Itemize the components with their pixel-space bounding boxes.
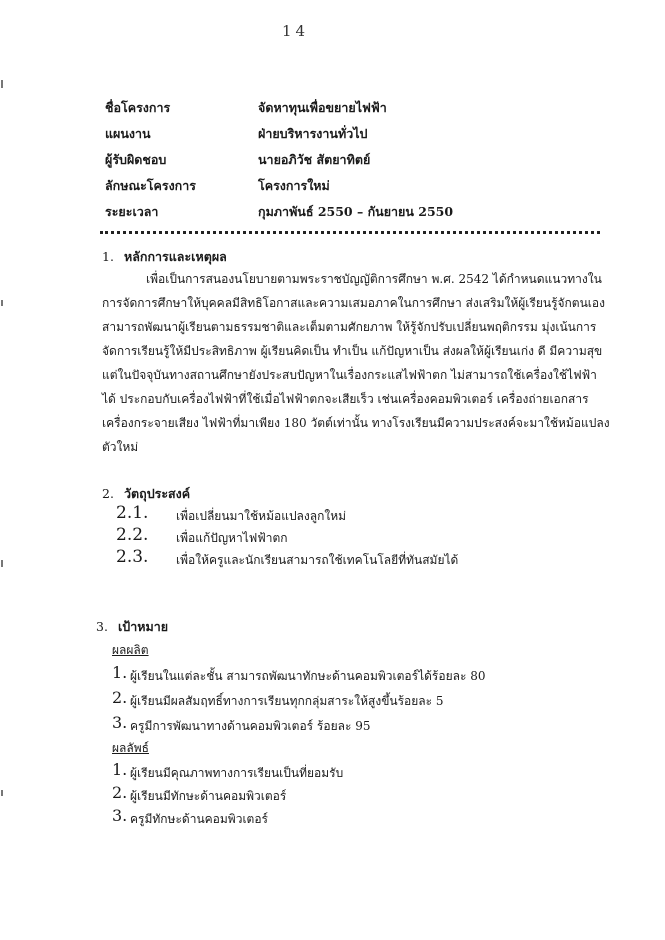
section-number: 1. xyxy=(102,249,114,264)
scan-edge-mark xyxy=(1,560,3,567)
paragraph-line: แต่ในปัจจุบันทางสถานศึกษายังประสบปัญหาในเรื่องกระแสไฟฟ้าตก ไม่สามารถใช้เครื่องใช้ไฟฟ้า xyxy=(102,368,597,382)
target-number: 3. xyxy=(112,713,128,732)
dotted-divider xyxy=(100,231,600,234)
objective-text: เพื่อให้ครูและนักเรียนสามารถใช้เทคโนโลยีที่ทันสมัยได้ xyxy=(176,553,459,567)
info-label: ชื่อโครงการ xyxy=(105,100,171,115)
paragraph-line: จัดการเรียนรู้ให้มีประสิทธิภาพ ผู้เรียนคิดเป็น ทำเป็น แก้ปัญหาเป็น ส่งผลให้ผู้เรียนเก่ง ดี มีความสุข xyxy=(102,344,603,358)
info-label: ระยะเวลา xyxy=(105,204,159,219)
paragraph-line: เครื่องกระจายเสียง ไฟฟ้าที่มาเพียง 180 วัตต์เท่านั้น ทางโรงเรียนมีความประสงค์จะมาใช้หม้อแปลง xyxy=(102,416,610,430)
page-number: 14 xyxy=(282,22,310,40)
section-number: 3. xyxy=(96,619,108,634)
target-text: ครูมีทักษะด้านคอมพิวเตอร์ xyxy=(130,812,268,826)
objective-text: เพื่อแก้ปัญหาไฟฟ้าตก xyxy=(176,531,288,545)
section-number: 2. xyxy=(102,486,114,501)
paragraph-line: การจัดการศึกษาให้บุคคลมีสิทธิโอกาสและความเสมอภาคในการศึกษา ส่งเสริมให้ผู้เรียนรู้จักตนเอง xyxy=(102,296,605,310)
section-heading xyxy=(96,617,168,637)
target-text: ผู้เรียนในแต่ละชั้น สามารถพัฒนาทักษะด้านคอมพิวเตอร์ได้ร้อยละ 80 xyxy=(130,669,486,683)
info-label: ลักษณะโครงการ xyxy=(105,178,196,193)
objective-number: 2.1. xyxy=(116,503,149,523)
paragraph-line: เพื่อเป็นการสนองนโยบายตามพระราชบัญญัติการศึกษา พ.ศ. 2542 ได้กำหนดแนวทางใน xyxy=(146,272,602,286)
section-title: เป้าหมาย xyxy=(117,619,169,634)
info-value: จัดหาทุนเพื่อขยายไฟฟ้า xyxy=(258,100,387,115)
target-number: 2. xyxy=(112,688,128,707)
info-label: แผนงาน xyxy=(105,126,151,141)
info-value: นายอภิวัช สัตยาทิตย์ xyxy=(258,152,371,167)
section-title: วัตถุประสงค์ xyxy=(123,486,191,501)
paragraph-line: สามารถพัฒนาผู้เรียนตามธรรมชาติและเต็มตามศักยภาพ ให้รู้จักปรับเปลี่ยนพฤติกรรม มุ่งเน้นการ xyxy=(102,320,597,334)
info-value: กุมภาพันธ์ 2550 – กันยายน 2550 xyxy=(258,204,454,219)
objective-text: เพื่อเปลี่ยนมาใช้หม้อแปลงลูกใหม่ xyxy=(176,509,347,523)
target-text: ผู้เรียนมีผลสัมฤทธิ์ทางการเรียนทุกกลุ่มสาระให้สูงขึ้นร้อยละ 5 xyxy=(130,694,444,708)
scan-edge-mark xyxy=(1,300,3,306)
outcome-subheading: ผลลัพธ์ xyxy=(112,741,149,755)
target-number: 3. xyxy=(112,806,128,825)
section-title: หลักการและเหตุผล xyxy=(123,249,227,264)
info-value: ฝ่ายบริหารงานทั่วไป xyxy=(258,126,368,141)
target-number: 1. xyxy=(112,760,128,779)
target-number: 1. xyxy=(112,663,128,682)
target-text: ผู้เรียนมีทักษะด้านคอมพิวเตอร์ xyxy=(130,789,287,803)
output-subheading: ผลผลิต xyxy=(112,643,149,657)
objective-number: 2.2. xyxy=(116,525,149,545)
target-text: ผู้เรียนมีคุณภาพทางการเรียนเป็นที่ยอมรับ xyxy=(130,766,344,780)
target-number: 2. xyxy=(112,783,128,802)
paragraph-line: ได้ ประกอบกับเครื่องไฟฟ้าที่ใช้เมื่อไฟฟ้าตกจะเสียเร็ว เช่นเครื่องคอมพิวเตอร์ เครื่องถ่ายเอกสาร xyxy=(102,392,589,406)
info-value: โครงการใหม่ xyxy=(258,178,330,193)
section-heading xyxy=(102,247,227,267)
scan-edge-mark xyxy=(1,80,3,88)
paragraph-line: ตัวใหม่ xyxy=(102,440,139,454)
target-text: ครูมีการพัฒนาทางด้านคอมพิวเตอร์ ร้อยละ 95 xyxy=(130,719,371,733)
section-heading xyxy=(102,484,190,504)
info-label: ผู้รับผิดชอบ xyxy=(105,152,167,167)
scan-edge-mark xyxy=(1,790,3,796)
objective-number: 2.3. xyxy=(116,547,149,567)
